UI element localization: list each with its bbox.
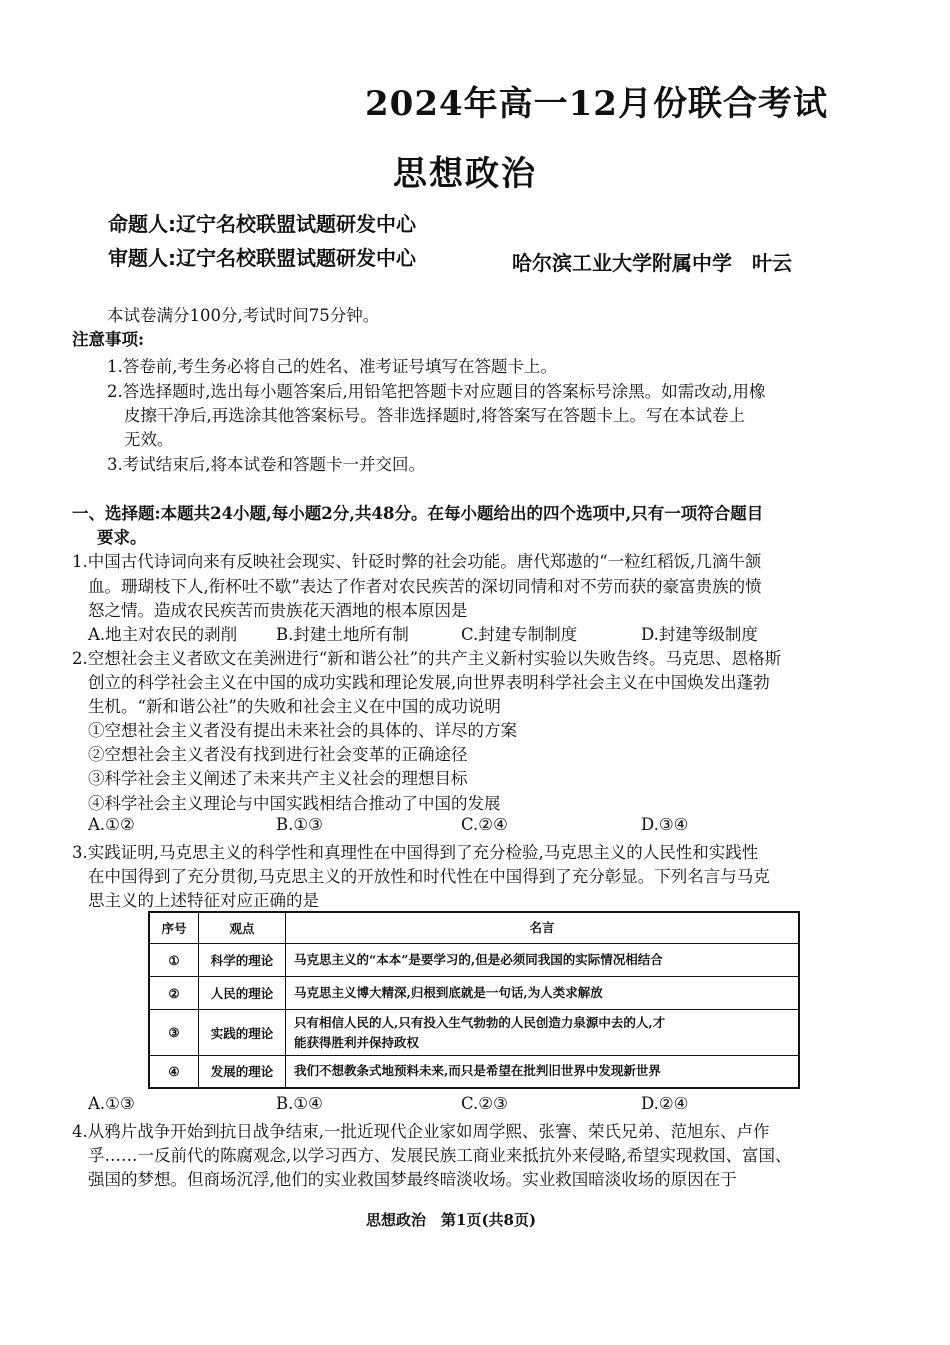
row-quote-line-2: 能获得胜利并保持政权 bbox=[294, 1034, 420, 1050]
notice-3: 3.考试结束后,将本试卷和答题卡一并交回。 bbox=[107, 455, 425, 474]
notice-1: 1.答卷前,考生务必将自己的姓名、准考证号填写在答题卡上。 bbox=[107, 357, 557, 376]
q3-line-2: 在中国得到了充分贯彻,马克思主义的开放性和时代性在中国得到了充分彰显。下列名言与马克 bbox=[88, 867, 770, 886]
section-heading-line-2: 要求。 bbox=[97, 528, 147, 547]
header-no: 序号 bbox=[149, 912, 199, 944]
reviewer-school: 哈尔滨工业大学附属中学 叶云 bbox=[512, 251, 792, 275]
exam-title: 2024年高一12月份联合考试 bbox=[365, 84, 828, 124]
q4-line-1: 4.从鸦片战争开始到抗日战争结束,一批近现代企业家如周学熙、张謇、荣氏兄弟、范旭东、卢作 bbox=[72, 1122, 770, 1141]
q2-line-3: 生机。“新和谐公社”的失败和社会主义在中国的成功说明 bbox=[88, 697, 501, 716]
table-header-row bbox=[149, 912, 799, 944]
row-no: ① bbox=[149, 944, 199, 977]
table-row bbox=[149, 977, 799, 1010]
q3-option-b: B.①④ bbox=[276, 1094, 323, 1113]
q2-option-b: B.①③ bbox=[276, 815, 323, 834]
q1-line-1: 1.中国古代诗词向来有反映社会现实、针砭时弊的社会功能。唐代郑遨的“一粒红稻饭,几滴牛颔 bbox=[72, 552, 762, 571]
reviewer-line: 审题人:辽宁名校联盟试题研发中心 bbox=[108, 246, 416, 270]
q1-option-d: D.封建等级制度 bbox=[641, 625, 758, 644]
q2-line-2: 创立的科学社会主义在中国的成功实践和理论发展,向世界表明科学社会主义在中国焕发出蓬勃 bbox=[88, 673, 770, 692]
q1-line-2: 血。珊瑚枝下人,衔杯吐不歇”表达了作者对农民疾苦的深切同情和对不劳而获的豪富贵族的愤 bbox=[88, 577, 762, 596]
q1-option-a: A.地主对农民的剥削 bbox=[88, 625, 238, 644]
q2-option-d: D.③④ bbox=[641, 815, 689, 834]
q3-line-1: 3.实践证明,马克思主义的科学性和真理性在中国得到了充分检验,马克思主义的人民性和实践性 bbox=[72, 843, 759, 862]
row-view: 发展的理论 bbox=[199, 1056, 286, 1088]
q3-table bbox=[148, 911, 800, 1089]
notice-2-line-2: 皮擦干净后,再选涂其他答案标号。答非选择题时,将答案写在答题卡上。写在本试卷上 bbox=[124, 406, 745, 425]
header-quote: 名言 bbox=[286, 912, 800, 944]
q2-statement-2: ②空想社会主义者没有找到进行社会变革的正确途径 bbox=[88, 745, 468, 764]
row-view: 实践的理论 bbox=[199, 1010, 286, 1056]
q4-line-2: 孚……一反前代的陈腐观念,以学习西方、发展民族工商业来抵抗外来侵略,希望实现救国、富国、 bbox=[88, 1146, 792, 1165]
section-heading-line-1: 一、选择题:本题共24小题,每小题2分,共48分。在每小题给出的四个选项中,只有一项符合题目 bbox=[72, 504, 764, 523]
q4-line-3: 强国的梦想。但商场沉浮,他们的实业救国梦最终暗淡收场。实业救国暗淡收场的原因在于 bbox=[88, 1170, 737, 1189]
q1-option-b: B.封建土地所有制 bbox=[276, 625, 409, 644]
page-footer: 思想政治 第1页(共8页) bbox=[366, 1211, 537, 1229]
row-quote: 我们不想教条式地预料未来,而只是希望在批判旧世界中发现新世界 bbox=[286, 1056, 800, 1088]
notice-2-line-1: 2.答选择题时,选出每小题答案后,用铅笔把答题卡对应题目的答案标号涂黑。如需改动,用橡 bbox=[107, 382, 766, 401]
q2-option-c: C.②④ bbox=[461, 815, 508, 834]
q2-line-1: 2.空想社会主义者欧文在美洲进行“新和谐公社”的共产主义新村实验以失败告终。马克思、恩格斯 bbox=[72, 649, 782, 668]
q1-option-c: C.封建专制制度 bbox=[461, 625, 578, 644]
q3-option-d: D.②④ bbox=[641, 1094, 689, 1113]
table-row bbox=[149, 1056, 799, 1088]
q2-statement-4: ④科学社会主义理论与中国实践相结合推动了中国的发展 bbox=[88, 794, 501, 813]
full-score-note: 本试卷满分100分,考试时间75分钟。 bbox=[107, 306, 380, 325]
row-no: ③ bbox=[149, 1010, 199, 1056]
header-view: 观点 bbox=[199, 912, 286, 944]
table-row bbox=[149, 944, 799, 977]
subject-title: 思想政治 bbox=[393, 154, 537, 194]
q2-statement-1: ①空想社会主义者没有提出未来社会的具体的、详尽的方案 bbox=[88, 721, 517, 740]
q2-option-a: A.①② bbox=[88, 815, 135, 834]
row-no: ② bbox=[149, 977, 199, 1010]
row-quote: 马克思主义博大精深,归根到底就是一句话,为人类求解放 bbox=[286, 977, 800, 1010]
notice-title: 注意事项: bbox=[72, 330, 145, 349]
table-row bbox=[149, 1010, 799, 1056]
notice-2-line-3: 无效。 bbox=[124, 430, 174, 449]
q3-line-3: 思主义的上述特征对应正确的是 bbox=[88, 891, 319, 910]
row-quote-line-1: 只有相信人民的人,只有投入生气勃勃的人民创造力泉源中去的人,才 bbox=[294, 1014, 666, 1030]
q3-option-c: C.②③ bbox=[461, 1094, 508, 1113]
q2-statement-3: ③科学社会主义阐述了未来共产主义社会的理想目标 bbox=[88, 769, 468, 788]
author-line: 命题人:辽宁名校联盟试题研发中心 bbox=[108, 212, 416, 236]
row-quote bbox=[286, 1010, 800, 1056]
q1-line-3: 怒之情。造成农民疾苦而贵族花天酒地的根本原因是 bbox=[88, 601, 468, 620]
row-view: 科学的理论 bbox=[199, 944, 286, 977]
row-no: ④ bbox=[149, 1056, 199, 1088]
row-view: 人民的理论 bbox=[199, 977, 286, 1010]
row-quote: 马克思主义的“本本”是要学习的,但是必须同我国的实际情况相结合 bbox=[286, 944, 800, 977]
q3-option-a: A.①③ bbox=[88, 1094, 135, 1113]
